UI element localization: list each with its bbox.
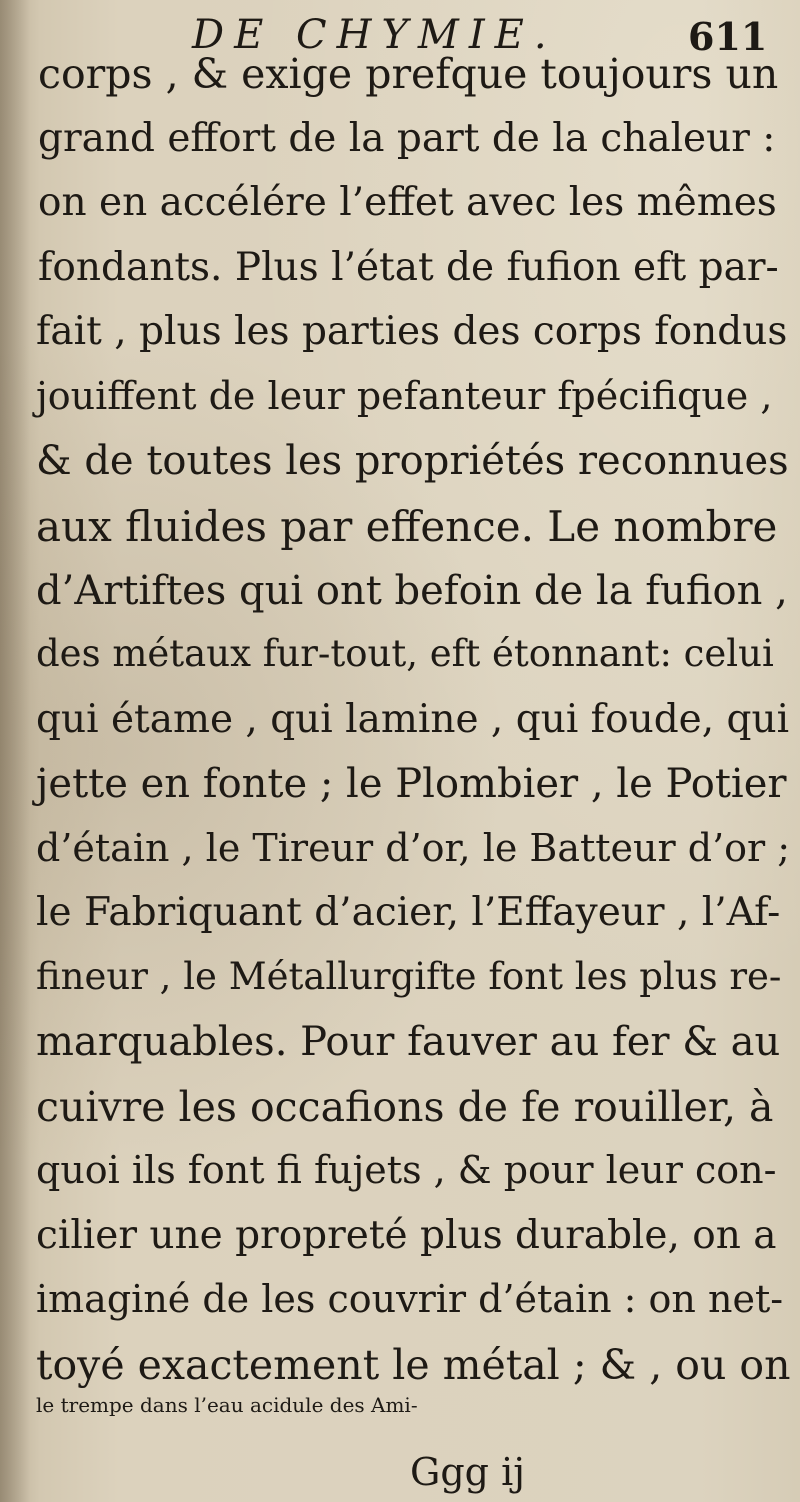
text-line: des métaux fur-tout, eft étonnant: celui: [36, 632, 774, 675]
text-line: aux fluides par effence. Le nombre: [36, 502, 778, 551]
text-line: qui étame , qui lamine , qui foude, qui: [36, 697, 790, 742]
text-line: cuivre les occafions de fe rouiller, à: [36, 1083, 774, 1131]
running-head: DE CHYMIE.: [192, 12, 557, 58]
text-line: fait , plus les parties des corps fondus: [36, 309, 788, 354]
text-line: grand effort de la part de la chaleur :: [38, 116, 776, 161]
text-line: marquables. Pour fauver au fer & au: [36, 1019, 781, 1065]
signature-mark: Ggg ij: [410, 1450, 526, 1494]
text-line: d’étain , le Tireur d’or, le Batteur d’or ;: [36, 826, 791, 870]
text-line-last: le trempe dans l’eau acidule des Ami-: [36, 1393, 418, 1417]
text-line: cilier une propreté plus durable, on a: [36, 1213, 777, 1258]
text-line: jouiffent de leur pefanteur fpécifique ,: [36, 374, 773, 418]
text-line: fondants. Plus l’état de fufion eft par-: [38, 245, 779, 290]
text-line: le Fabriquant d’acier, l’Effayeur , l’Af-: [36, 890, 781, 935]
text-line: fineur , le Métallurgifte font les plus re-: [36, 955, 782, 998]
gutter-shadow: [0, 0, 30, 1502]
text-line: toyé exactement le métal ; & , ou on: [36, 1341, 791, 1389]
text-line: quoi ils font fi fujets , & pour leur con-: [36, 1148, 777, 1192]
text-line: & de toutes les propriétés reconnues: [36, 438, 789, 484]
page-number: 611: [688, 14, 768, 59]
text-line: d’Artiftes qui ont befoin de la fufion ,: [36, 568, 788, 614]
text-line: corps , & exige prefque toujours un: [38, 50, 779, 98]
text-line: jette en fonte ; le Plombier , le Potier: [36, 761, 787, 807]
text-line: imaginé de les couvrir d’étain : on net-: [36, 1277, 784, 1321]
text-line: on en accélére l’effet avec les mêmes: [38, 180, 777, 225]
